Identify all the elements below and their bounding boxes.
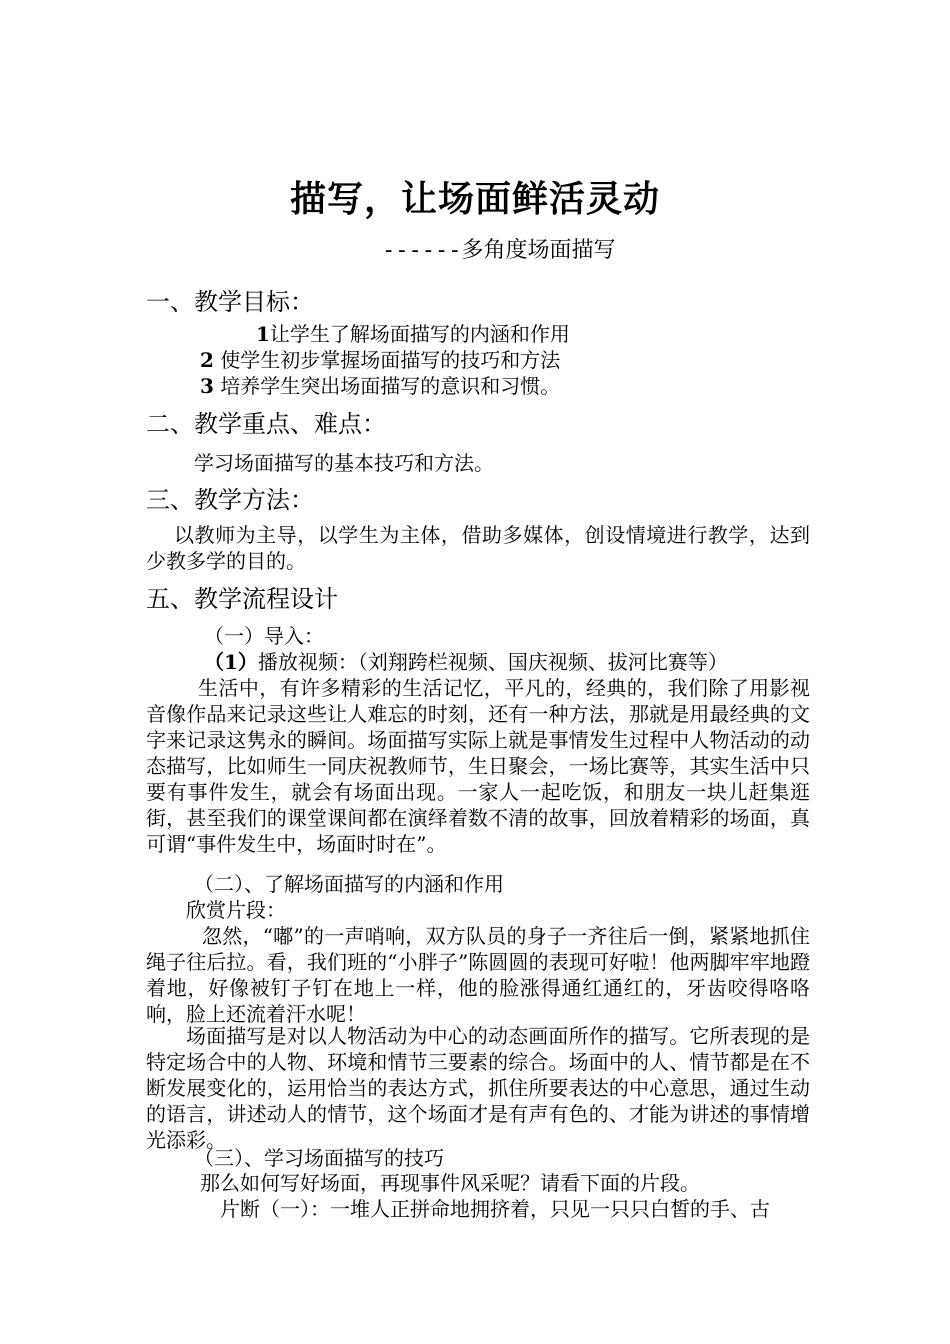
part2-title: （二）、了解场面描写的内涵和作用 bbox=[194, 872, 504, 896]
section-heading-process: 五、教学流程设计 bbox=[146, 585, 338, 613]
definition-paragraph: 场面描写是对以人物活动为中心的动态画面所作的描写。它所表现的是特定场合中的人物、环境和情节三要素的综合。场面中的人、情节都是在不断发展变化的，运用恰当的表达方式，抓住所要表达的中心意思，通过生动的语言，讲述动人的情节，这个场面才是有声有色的、才能为讲述的事情增光添彩。 bbox=[146, 1024, 810, 1152]
part2-label: 欣赏片段： bbox=[186, 898, 286, 922]
part1-subitem bbox=[204, 649, 728, 675]
goal-text: 培养学生突出场面描写的意识和习惯。 bbox=[220, 374, 561, 398]
focus-text: 学习场面描写的基本技巧和方法。 bbox=[194, 451, 494, 475]
goal-item-2 bbox=[200, 347, 560, 373]
part1-title: （一）导入： bbox=[204, 624, 324, 648]
document-title: 描写，让场面鲜活灵动 bbox=[289, 178, 660, 220]
excerpt-paragraph: 忽然，“嘟”的一声哨响，双方队员的身子一齐往后一倒，紧紧地抓住绳子往后拉。看，我们班的“小胖子”陈圆圆的表现可好啦！他两脚牢牢地蹬着地，好像被钉子钉在地上一样，他的脸涨得通红通红的，牙齿咬得咯咯响，脸上还流着汗水呢！ bbox=[146, 924, 810, 1026]
goal-number: 3 bbox=[200, 374, 214, 398]
goal-item-3 bbox=[200, 373, 560, 399]
section-heading-method: 三、教学方法： bbox=[146, 486, 314, 514]
section-heading-focus: 二、教学重点、难点： bbox=[146, 410, 386, 438]
goal-text: 使学生初步掌握场面描写的技巧和方法 bbox=[220, 348, 561, 372]
fragment-text: 片断（一）：一堆人正拼命地拥挤着，只见一只只白皙的手、古 bbox=[220, 1197, 770, 1221]
intro-paragraph: 生活中，有许多精彩的生活记忆，平凡的，经典的，我们除了用影视音像作品来记录这些让人难忘的时刻，还有一种方法，那就是用最经典的文字来记录这隽永的瞬间。场面描写实际上就是事情发生过程中人物活动的动态描写，比如师生一同庆祝教师节，生日聚会，一场比赛等，其实生活中只要有事件发生，就会有场面出现。一家人一起吃饭，和朋友一块儿赶集逛街，甚至我们的课堂课间都在演绎着数不清的故事，回放着精彩的场面，真可谓“事件发生中，场面时时在”。 bbox=[146, 676, 810, 856]
part1-sub-number: （1） bbox=[204, 650, 258, 674]
goal-text: 让学生了解场面描写的内涵和作用 bbox=[269, 322, 570, 346]
method-paragraph: 以教师为主导，以学生为主体，借助多媒体，创设情境进行教学，达到少教多学的目的。 bbox=[146, 523, 810, 573]
document-subtitle: ------多角度场面描写 bbox=[382, 238, 616, 263]
part1-sub-text: 播放视频：（刘翔跨栏视频、国庆视频、拔河比赛等） bbox=[257, 650, 728, 674]
goal-number: 2 bbox=[200, 348, 214, 372]
part3-text: 那么如何写好场面，再现事件风采呢？请看下面的片段。 bbox=[200, 1171, 700, 1195]
goal-number: 1 bbox=[256, 322, 270, 346]
section-heading-goals: 一、教学目标： bbox=[146, 288, 314, 316]
part3-title: （三）、学习场面描写的技巧 bbox=[194, 1146, 444, 1170]
goal-item-1 bbox=[256, 321, 570, 347]
